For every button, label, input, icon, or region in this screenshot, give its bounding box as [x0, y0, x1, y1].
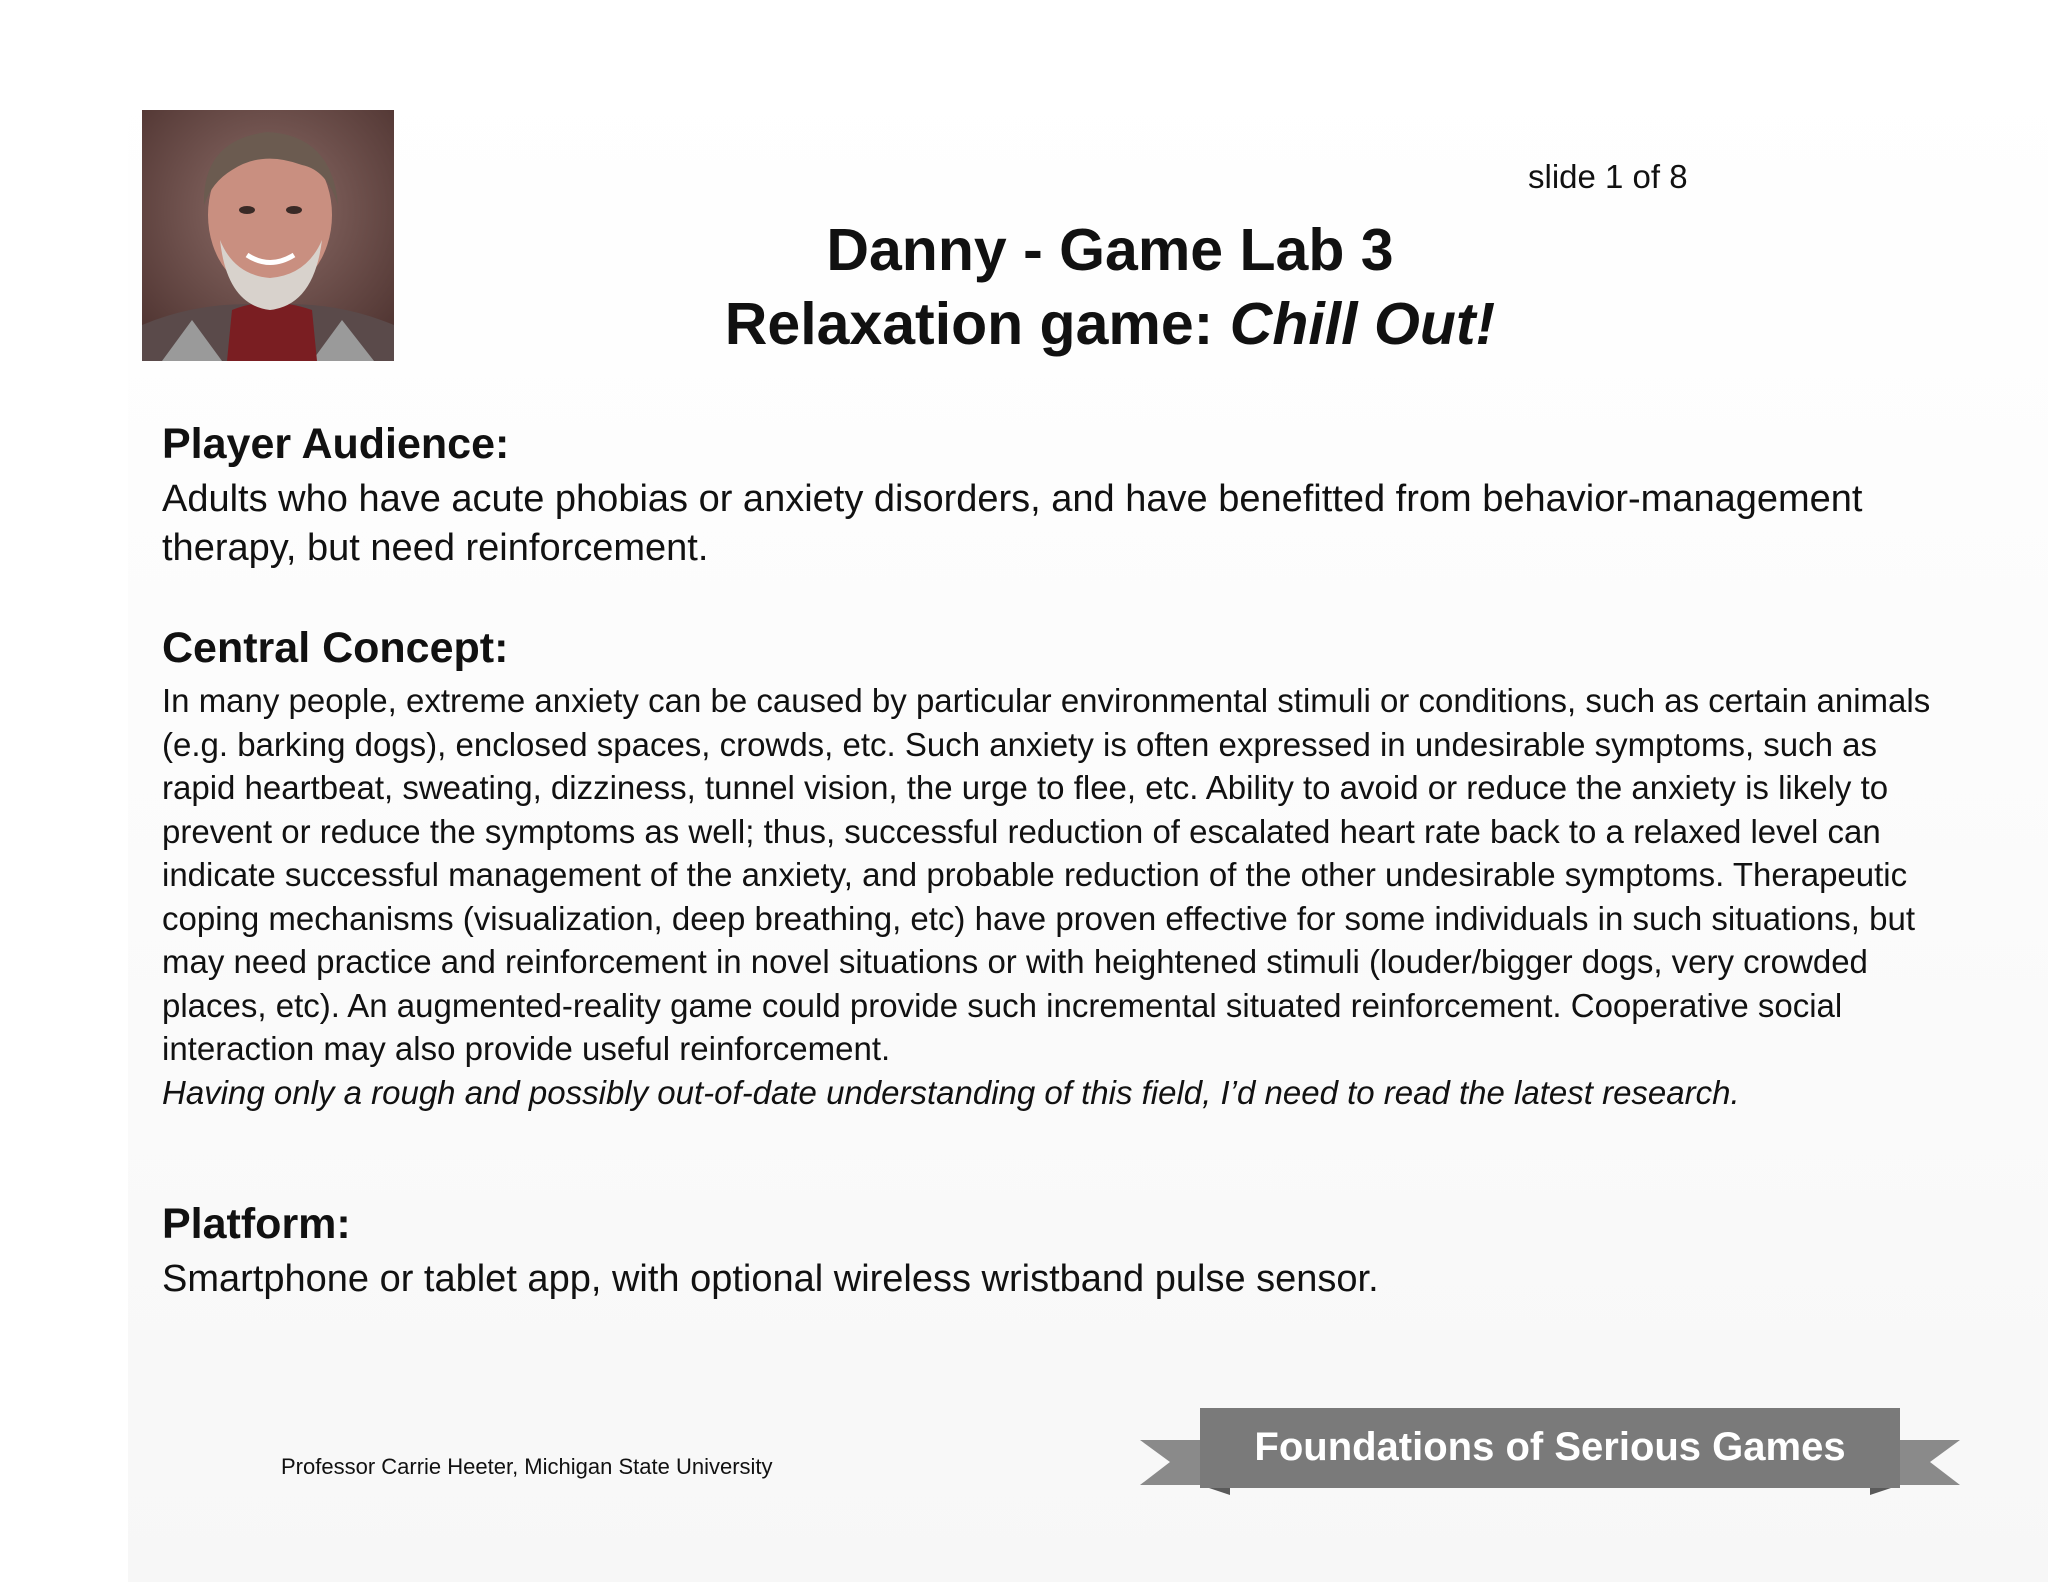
- concept-body: In many people, extreme anxiety can be caused by particular environmental stimuli or conditions, such as certain animals (e.g. barking dogs), enclosed spaces, crowds, etc. Such anxiety is often expressed in undesirable symptoms, such as rapid heartbeat, sweating, dizziness, tunnel vision, the urge to flee, etc. Ability to avoid or reduce the anxiety is likely to prevent or reduce the symptoms as well; thus, successful reduction of escalated heart rate back to a relaxed level can indicate successful management of the anxiety, and probable reduction of the other undesirable symptoms. Therapeutic coping mechanisms (visualization, deep breathing, etc) have proven effective for some individuals in such situations, but may need practice and reinforcement in novel situations or with heightened stimuli (louder/bigger dogs, very crowded places, etc). An augmented-reality game could provide such incremental situated reinforcement. Cooperative social interaction may also provide useful reinforcement.: [162, 682, 1931, 1067]
- slide-subtitle: [560, 287, 1660, 361]
- slide-title: Danny - Game Lab 3: [826, 217, 1394, 283]
- concept-text: [162, 679, 1942, 1114]
- concept-note: Having only a rough and possibly out-of-date understanding of this field, I’d need to read the latest research.: [162, 1073, 1740, 1111]
- subtitle-prefix: Relaxation game:: [724, 291, 1230, 357]
- audience-text: Adults who have acute phobias or anxiety disorders, and have benefitted from behavior-management therapy, but need reinforcement.: [162, 478, 1863, 569]
- banner-text: Foundations of Serious Games: [1254, 1425, 1846, 1469]
- slide-number: slide 1 of 8: [1528, 158, 1688, 195]
- game-name: Chill Out!: [1229, 291, 1496, 357]
- platform-text: Smartphone or tablet app, with optional wireless wristband pulse sensor.: [162, 1258, 1379, 1300]
- footer-credit: Professor Carrie Heeter, Michigan State University: [281, 1454, 773, 1479]
- course-banner: [1140, 1400, 1960, 1500]
- author-photo-image: [142, 110, 394, 361]
- audience-heading: Player Audience:: [162, 420, 510, 468]
- banner-right-tail: [1900, 1440, 1960, 1485]
- concept-heading: Central Concept:: [162, 624, 509, 672]
- banner-left-tail: [1140, 1440, 1200, 1485]
- platform-heading: Platform:: [162, 1200, 351, 1248]
- author-photo: [142, 110, 394, 361]
